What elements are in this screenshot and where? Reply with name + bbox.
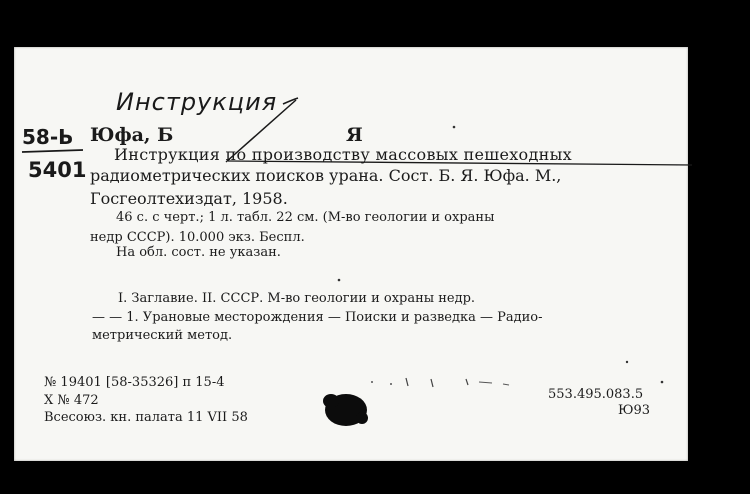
- handwritten-title: Инструкция: [116, 88, 278, 116]
- card-physical-line-1: 46 с. с черт.; 1 л. табл. 22 см. (М-во геологии и охраны: [116, 210, 495, 225]
- card-publisher-line: Госгеолтехиздат, 1958.: [90, 189, 288, 208]
- card-note-line: На обл. сост. не указан.: [116, 245, 281, 260]
- card-author: Юфа, Б: [90, 124, 174, 146]
- card-series-number: X № 472: [44, 393, 99, 408]
- handwritten-shelfmark-top: 58-Ь: [22, 125, 74, 149]
- handwritten-shelfmark-bottom: 5401: [28, 158, 87, 182]
- card-title-line-1: Инструкция по производству массовых пешеходных: [114, 145, 572, 164]
- card-classification: 553.495.083.5: [548, 387, 644, 402]
- card-issuer: Всесоюз. кн. палата 11 VII 58: [44, 410, 248, 425]
- card-subjects-line-1: I. Заглавие. II. СССР. М-во геологии и охраны недр.: [118, 291, 476, 306]
- card-title-line-2: радиометрических поисков урана. Сост. Б. Я. Юфа. М.,: [90, 166, 562, 185]
- card-subjects-line-2: — — 1. Урановые месторождения — Поиски и разведка — Радио-: [92, 310, 543, 325]
- card-cutter-code: Ю93: [618, 403, 651, 418]
- card-subjects-line-3: метрический метод.: [92, 328, 233, 343]
- card-physical-line-2: недр СССР). 10.000 экз. Беспл.: [90, 230, 305, 245]
- card-record-number: № 19401 [58-35326] п 15-4: [44, 375, 225, 390]
- card-filing-letter: Я: [346, 124, 363, 146]
